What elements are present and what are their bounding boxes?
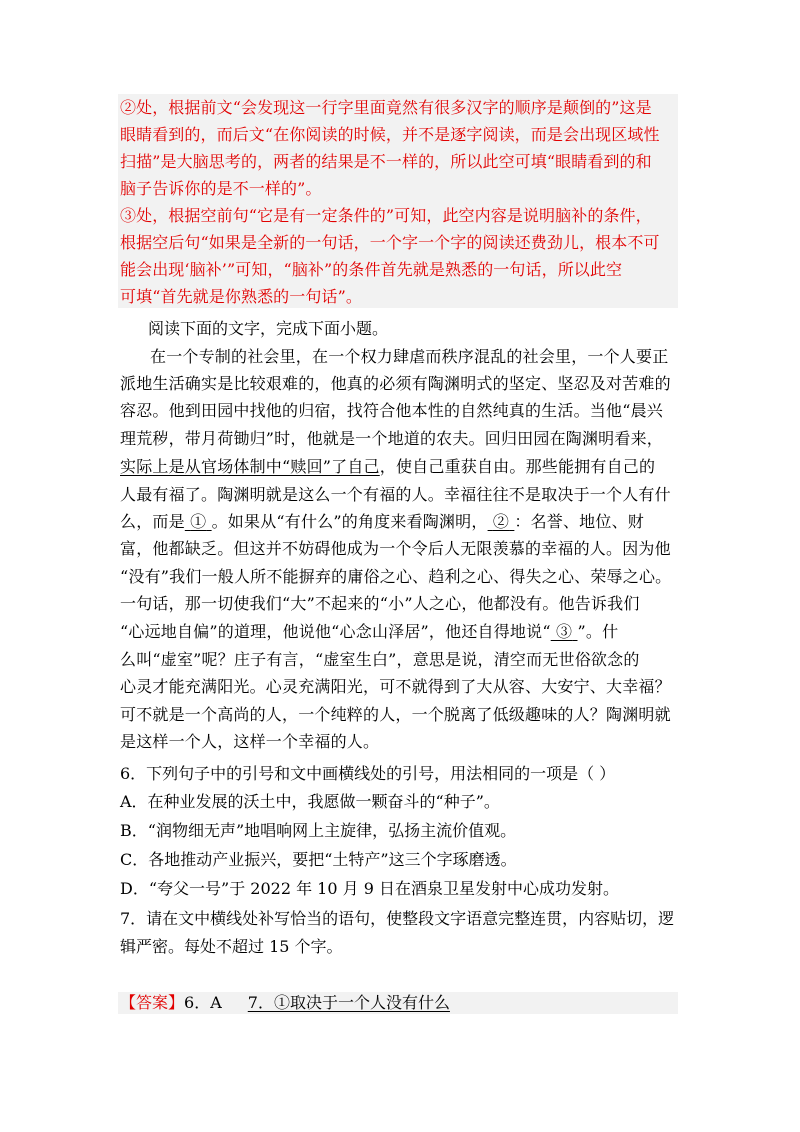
passage-line: 么叫“虚室”呢？庄子有言，“虚室生白”，意思是说，清空而无世俗欲念的 xyxy=(120,650,640,669)
answer-q7: 7．①取决于一个人没有什么 xyxy=(247,993,450,1012)
blank-1: ① xyxy=(190,512,207,531)
passage-line: “没有”我们一般人所不能摒弃的庸俗之心、趋利之心、得失之心、荣辱之心。 xyxy=(120,567,672,586)
blank-2: ② xyxy=(492,512,510,531)
option-d: D．“夸父一号”于 2022 年 10 月 9 日在酒泉卫星发射中心成功发射。 xyxy=(120,879,619,898)
passage-text: 。如果从“有什么”的角度来看陶渊明， xyxy=(211,512,488,531)
question-7-cont: 辑严密。每处不超过 15 个字。 xyxy=(120,937,343,956)
passage-text: ”。什 xyxy=(577,622,619,641)
answer-line xyxy=(120,994,450,1012)
explanation-line: ②处，根据前文“会发现这一行字里面竟然有很多汉字的顺序是颠倒的”这是 xyxy=(120,98,652,117)
blank-3: ③ xyxy=(556,622,573,641)
explanation-line: 扫描”是大脑思考的，两者的结果是不一样的，所以此空可填“眼睛看到的和 xyxy=(120,152,652,171)
question-6: 6．下列句子中的引号和文中画横线处的引号，用法相同的一项是（ ） xyxy=(120,764,616,783)
passage-line: 理荒秽，带月荷锄归”时，他就是一个地道的农夫。回归田园在陶渊明看来， xyxy=(120,429,663,448)
explanation-line: 脑子告诉你的是不一样的”。 xyxy=(120,179,322,198)
underlined-sentence: 实际上是从官场体制中“赎回”了自己 xyxy=(120,457,380,476)
option-a: A．在种业发展的沃土中，我愿做一颗奋斗的“种子”。 xyxy=(120,792,500,811)
explanation-line: 根据空后句“如果是全新的一句话，一个字一个字的阅读还费劲儿，根本不可 xyxy=(120,233,660,252)
passage-line: 心灵才能充满阳光。心灵充满阳光，可不就得到了大从容、大安宁、大幸福？ xyxy=(120,677,671,696)
passage-text: ：名誉、地位、财 xyxy=(514,512,644,531)
passage-text: “心远地自偏”的道理，他说他“心念山泽居”，他还自得地说“ xyxy=(120,622,551,641)
explanation-line: 能会出现‘脑补’”可知，“脑补”的条件首先就是熟悉的一句话，所以此空 xyxy=(120,260,623,279)
passage-line: 可不就是一个高尚的人，一个纯粹的人，一个脱离了低级趣味的人？陶渊明就 xyxy=(120,705,671,724)
passage-line: 容忍。他到田园中找他的归宿，找符合他本性的自然纯真的生活。当他“晨兴 xyxy=(120,401,663,420)
reading-instruction: 阅读下面的文字，完成下面小题。 xyxy=(148,319,389,338)
passage-line xyxy=(120,622,618,642)
passage-line: 在一个专制的社会里，在一个权力肆虐而秩序混乱的社会里，一个人要正 xyxy=(150,347,669,366)
answer-q6: 6．A xyxy=(184,993,222,1012)
option-c: C．各地推动产业振兴，要把“土特产”这三个字琢磨透。 xyxy=(120,850,517,869)
explanation-line: 眼睛看到的，而后文“在你阅读的时候，并不是逐字阅读，而是会出现区域性 xyxy=(120,125,660,144)
passage-line: 人最有福了。陶渊明就是这么一个有福的人。幸福往往不是取决于一个人有什 xyxy=(120,485,671,504)
question-7: 7．请在文中横线处补写恰当的语句，使整段文字语意完整连贯，内容贴切，逻 xyxy=(120,909,675,928)
passage-line xyxy=(120,457,655,477)
passage-line: 一句话，那一切使我们“大”不起来的“小”人之心，他都没有。他告诉我们 xyxy=(120,594,640,613)
answer-tag: 【答案】 xyxy=(120,993,185,1012)
passage-text: 么，而是 xyxy=(120,512,185,531)
passage-line: 是这样一个人，这样一个幸福的人。 xyxy=(120,732,380,751)
passage-text: ，使自己重获自由。那些能拥有自己的 xyxy=(379,457,656,476)
passage-line: 富，他都缺乏。但这并不妨碍他成为一个令后人无限羡慕的幸福的人。因为他 xyxy=(120,539,671,558)
explanation-line: 可填“首先就是你熟悉的一句话”。 xyxy=(120,287,362,306)
passage-line xyxy=(120,512,644,532)
explanation-line: ③处，根据空前句“它是有一定条件的”可知，此空内容是说明脑补的条件， xyxy=(120,206,652,225)
passage-line: 派地生活确实是比较艰难的，他真的必须有陶渊明式的坚定、坚忍及对苦难的 xyxy=(120,374,671,393)
option-b: B．“润物细无声”地唱响网上主旋律，弘扬主流价值观。 xyxy=(120,821,517,840)
